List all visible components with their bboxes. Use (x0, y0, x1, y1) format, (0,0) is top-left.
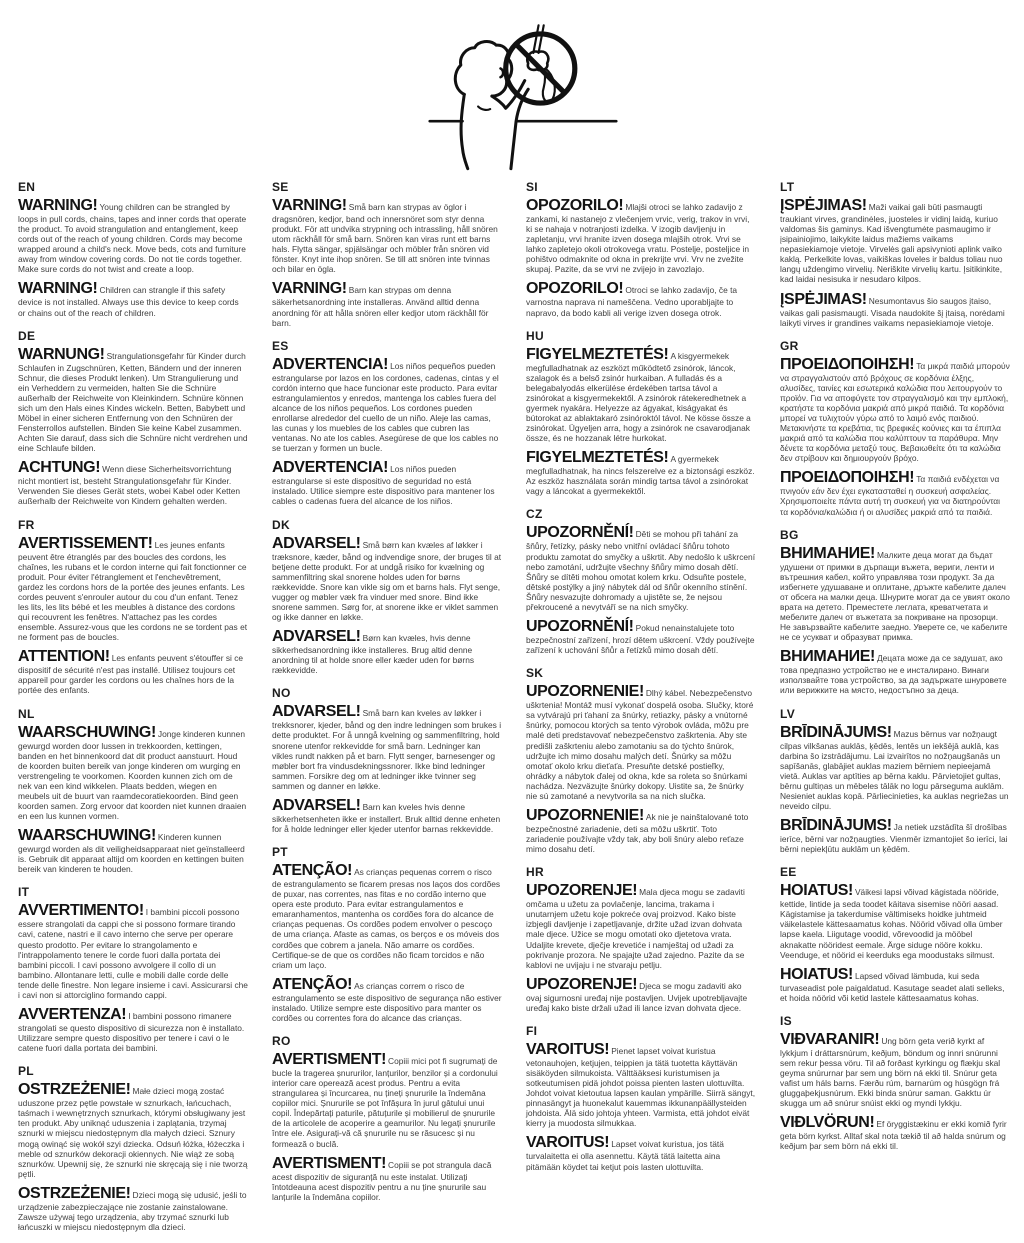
warning-paragraph-1 (526, 347, 756, 444)
warning-body-text: Young children can be strangled by loops in pull cords, chains, tapes and inner cords that operate the product. To avoid strangulation and entanglement, keep cords out of the reach of young children. Cords may become wrapped around a child's neck. Move beds, cots and furniture away from window covering cords. Do not tie cords together. Make sure cords do not twist and create a loop. (18, 202, 247, 275)
language-code-label: SE (272, 180, 289, 194)
language-code-label: DK (272, 517, 290, 532)
warning-heading: ADVARSEL! (272, 703, 361, 721)
warning-body-text: Children can strangle if this safety device is not installed. Always use this device to keep cords or chains out of the reach of children. (18, 285, 239, 318)
warning-heading: ATENÇÃO! (272, 862, 353, 880)
warning-paragraph-2 (272, 1156, 502, 1202)
warning-paragraph-2 (780, 292, 1010, 328)
warning-body-text: Copiii mici pot fi sugrumați de bucle la tragerea șnururilor, lanțurilor, benzilor și a cordonului interior care operează acest produs. Pentru a evita strangularea și încurcarea, nu țineți șnururile la îndemâna copiilor mici. Șnururile se pot înfășura în jurul gâtului unui copil. Îndepărtați paturile, pătuțurile și mobilierul de șnururile de la articolele de acoperire a geamurilor. Nu legați șnururile între ele. Asigurați-vă că șnururile nu se răsucesc și nu formează o buclă. (272, 1055, 498, 1149)
warning-body-text: Τα μικρά παιδιά μπορούν να στραγγαλιστούν από βρόχους σε κορδόνια έλξης, αλυσίδες, ταινίες και εσωτερικά καλώδια που λειτουργούν το προϊόν. Για να αποφύγετε τον στραγγαλισμό και την εμπλοκή, κρατήστε τα κορδόνια μακριά από μικρά παιδιά. Τα κορδόνια μπορεί να τυλιχτούν γύρω από το λαιμό ενός παιδιού. Μετακινήστε τα κρεβάτια, τις βρεφικές κούνιες και τα έπιπλα μακριά από τα καλώδια που καλύπτουν τα παράθυρα. Μην δένετε τα κορδόνια μεταξύ τους. Βεβαιωθείτε ότι τα καλώδια δεν στρίβουν και δημιουργούν βρόχο. (780, 360, 1010, 464)
warning-paragraph-1 (18, 347, 248, 454)
language-code-label: EE (780, 865, 797, 880)
warning-body-text: Små barn kan kveles av løkker i trekksnorer, kjeder, bånd og den indre ledningen som brukes i dette produktet. For å unngå kvelning og sammenfiltring, hold snorene utenfor rekkevidde for små barn. Ledninger kan vikles rundt nakken på et barn. Flytt senger, barnesenger og møbler bort fra vindusdekningssnorer. Ikke bind ledninger sammen. Forsikre deg om at ledninger ikke tvinner seg sammen og danner en løkke. (272, 708, 502, 791)
warning-heading: VAROITUS! (526, 1134, 610, 1152)
warning-heading: BRĪDINĀJUMS! (780, 817, 892, 835)
warning-body-text: Mlajši otroci se lahko zadavijo z zankami, ki nastanejo z vlečenjem vrvic, verig, trakov in vrvi, ki se nahaja v notranjosti izdelka. V izogib davljenju in zapletanju, vrvi hranite izven dosega mlajših otrok. Vrvi se lahko zapletejo okoli otrokovega vratu. Postelje, posteljice in pohištvo odmaknite od okna in prekrijte vrvi. Vrv ne zvežite skupaj. Pazite, da se vrvi ne zvijejo in zavozlajo. (526, 202, 750, 275)
language-code-label: IT (18, 885, 30, 900)
warning-paragraph-2 (526, 977, 756, 1013)
warning-body-text: Maži vaikai gali būti pasmaugti traukiant virves, grandinėles, juosteles ir vidinį laidą, kuriuo valdomas šis gaminys. Kad išvengtumėte pasmaugimo ir įsipainiojimo, laikykite laidus mažiems vaikams nepasiekiamoje vietoje. Virvelės gali apsivynioti aplink vaiko kaklą. Perkelkite lovas, vaikiškas loveles ir baldus toliau nuo langų uždengimo virvelių. Neriškite virvelių kartu. Įsitikinkite, kad laidai nesisuka ir nesudaro kilpos. (780, 202, 1003, 285)
warning-paragraph-1 (18, 536, 248, 643)
child-ear (501, 69, 504, 78)
warning-heading: FIGYELMEZTETÉS! (526, 345, 669, 363)
warning-heading: ΠΡΟΕΙΔΟΠΟΙΗΣΗ! (780, 469, 915, 487)
warning-paragraph-2 (18, 649, 248, 695)
language-code-label: DE (18, 328, 36, 343)
warning-paragraph-1 (780, 357, 1010, 464)
language-section (272, 845, 502, 1023)
language-section (526, 666, 756, 854)
warning-body-text: Lapsed võivad lämbuda, kui seda turvaseadist pole paigaldatud. Kasutage seadet alati selleks, et hoida nöörid või ketid lastele kättesaamatus kohas. (780, 970, 1005, 1003)
warning-body-text: Los niños pueden estrangularse si este dispositivo de seguridad no está instalado. Utilice siempre este dispositivo para mantener los cables o cadenas fuera del alcance de los niños. (272, 464, 495, 507)
language-section (272, 339, 502, 507)
warning-heading: ADVARSEL! (272, 628, 361, 646)
warning-paragraph-2 (272, 629, 502, 675)
warning-heading: ACHTUNG! (18, 459, 101, 477)
warning-paragraph-1 (780, 198, 1010, 285)
warning-body-text: Τα παιδιά ενδέχεται να πνιγούν εάν δεν έχει εγκατασταθεί η συσκευή ασφαλείας. Χρησιμοποιείτε πάντα αυτή τη συσκευή για να διατηρούνται τα κορδόνια/καλώδια ή οι αλυσίδες μακριά από τα παιδιά. (780, 474, 1000, 517)
language-section (526, 1024, 756, 1172)
warning-heading: VAROITUS! (526, 1040, 610, 1058)
language-code-label: EN (18, 180, 36, 194)
warning-heading: WAARSCHUWING! (18, 827, 156, 845)
language-code-label: ES (272, 338, 289, 353)
warning-body-text: Kinderen kunnen gewurgd worden als dit veiligheidsapparaat niet geïnstalleerd is. Gebruik dit apparaat altijd om koorden en kettingen buiten bereik van kinderen te houden. (18, 832, 245, 875)
language-section (780, 1014, 1010, 1152)
warning-heading: VARNING! (272, 280, 347, 298)
language-section (526, 180, 756, 318)
warning-paragraph-2 (526, 450, 756, 496)
language-section (526, 507, 756, 655)
warning-paragraph-1 (780, 883, 1010, 959)
warning-body-text: Wenn diese Sicherheitsvorrichtung nicht montiert ist, besteht Strangulationsgefahr für Kinder. Verwenden Sie dieses Gerät stets, wobei Kabel oder Ketten außerhalb der Reichweite von Kindern gehalten werden. (18, 464, 241, 507)
no-cord-grab-icon (428, 14, 618, 180)
warning-paragraph-2 (780, 1115, 1010, 1151)
warning-body-text: Copiii se pot strangula dacă acest dispozitiv de siguranță nu este instalat. Utilizați întotdeauna acest dispozitiv pentru a nu ține șnururile sau lanțurile la îndemâna copiilor. (272, 1159, 492, 1202)
warning-heading: UPOZORNĚNÍ! (526, 524, 634, 542)
warning-body-text: Nesumontavus šio saugos įtaiso, vaikas gali pasismaugti. Visada naudokite šį įtaisą, norėdami laikyti virves ir grandines vaikams nepasiekiamoje vietoje. (780, 295, 1005, 328)
warning-paragraph-2 (526, 619, 756, 655)
warning-body-text: Dlhý kábel. Nebezpečenstvo uškrtenia! Montáž musí vykonať dospelá osoba. Slučky, ktoré sa vytvárajú pri ťahaní za šnúrky, retiazky, pásky a vnútorné šnúrky, pomocou ktorých sa tento výrobok ovláda, môžu pre malé deti predstavovať nebezpečenstvo zaškrtenia. Aby ste predišli zaškrteniu alebo zamotaniu sa do týchto šnúrok, udržujte ich mimo dosahu malých detí. Šnúrky sa môžu omotať okolo krku dieťaťa. Presuňte detské postieľky, ohrádky a nábytok ďalej od okna, kde sa roleta so šnúrkami nachádza. Nezväzujte šnúrky dokopy. Uistite sa, že šnúrky nie sú zamotané a nevytvorila sa na nich slučka. (526, 688, 754, 801)
warning-paragraph-1 (780, 725, 1010, 812)
language-code-label: IS (780, 1013, 792, 1028)
warning-paragraph-1 (272, 357, 502, 454)
language-section (272, 1034, 502, 1202)
warning-heading: HOIATUS! (780, 882, 853, 900)
language-code-label: SK (526, 666, 544, 681)
language-code-label: CZ (526, 507, 543, 522)
warning-heading: VARNING! (272, 197, 347, 214)
warning-paragraph-1 (526, 1042, 756, 1129)
warning-heading: UPOZORENJE! (526, 975, 638, 993)
warning-body-text: Pokud nenainstalujete toto bezpečnostní zařízení, hrozí dětem uškrcení. Vždy používejte zařízení k uchování šňůr a řetízků mimo dosah dětí. (526, 623, 755, 656)
language-section (18, 1064, 248, 1232)
warning-heading: UPOZORNENIE! (526, 683, 644, 701)
warning-heading: WARNING! (18, 197, 98, 214)
warning-paragraph-1 (526, 198, 756, 274)
language-code-label: PT (272, 845, 288, 860)
warning-heading: AVVERTIMENTO! (18, 902, 144, 920)
warning-paragraph-2 (272, 460, 502, 506)
language-code-label: GR (780, 338, 799, 353)
warning-body-text: Børn kan kvæles, hvis denne sikkerhedsanordning ikke installeres. Brug altid denne anordning til at holde snore eller kæder uden for børns rækkevidde. (272, 633, 475, 676)
language-section (526, 329, 756, 497)
warning-heading: ADVARSEL! (272, 534, 361, 552)
warning-heading: VIÐLVÖRUN! (780, 1114, 875, 1132)
language-section (18, 885, 248, 1053)
language-code-label: FR (18, 517, 35, 532)
warning-heading: ADVARSEL! (272, 796, 361, 814)
language-code-label: HR (526, 865, 544, 880)
warning-paragraph-1 (272, 536, 502, 623)
warning-paragraph-2 (272, 281, 502, 327)
language-section (780, 707, 1010, 855)
warning-heading: OPOZORILO! (526, 280, 624, 298)
warning-paragraph-2 (18, 828, 248, 874)
warning-body-text: As crianças pequenas correm o risco de estrangulamento se ficarem presas nos laços dos cordões de puxar, nas correntes, nas fitas e no cordão interno que opera este produto. Para evitar estrangulamentos e emaranhamentos, mantenha os cordões fora do alcance de crianças pequenas. Os cordões podem envolver o pescoço de uma criança. Afaste as camas, os berços e os móveis dos cordões que cobrem a janela. Não amarre os cordões. Certifique-se de que os cordões não ficam torcidos e não criam um laço. (272, 867, 501, 970)
child-back (461, 94, 468, 168)
warning-paragraph-2 (780, 649, 1010, 695)
language-section (272, 518, 502, 676)
warning-body-text: Ef öryggistækinu er ekki komið fyrir geta börn kyrkst. Alltaf skal nota tækið til að halda snúrum og keðjum þar sem börn ná ekki til. (780, 1119, 1007, 1152)
warning-heading: WARNUNG! (18, 345, 105, 363)
language-section (18, 329, 248, 507)
language-code-label: RO (272, 1033, 291, 1048)
warning-heading: ADVERTENCIA! (272, 355, 389, 373)
language-section (780, 180, 1010, 328)
warning-body-text: A gyermekek megfulladhatnak, ha nincs felszerelve ez a biztonsági eszköz. Az eszköz használata során mindig tartsa távol a zsinórokat vagy a láncokat a gyermekektől. (526, 454, 755, 497)
warning-body-text: I bambini piccoli possono essere strangolati da cappi che si possono formare tirando cavi, catene, nastri e il cavo interno che serve per operare questo prodotto. Per evitare lo strangolamento e l'intrappolamento tenere le corde fuori dalla portata dei bambini piccoli. I cavi possono avvolgere il collo di un bambino. Allontanare letti, culle e mobili dalle corde delle tende delle finestre. Non legare insieme i cavi. Assicurarsi che i cavi non si attorciglino formando cappi. (18, 907, 248, 1000)
warning-heading: UPOZORENJE! (526, 882, 638, 900)
warning-body-text: Väikesi lapsi võivad kägistada nööride, kettide, lintide ja seda toodet käitava sisemise nööri aasad. Kägistamise ja takerdumise vältimiseks hoidke juhtmeid väikelastele kättesaamatus kohas. Nöörid võivad olla ümber lapse kaela. Liigutage voodid, võrevoodid ja mööbel aknakatte nööridest eemale. Ärge siduge nööre kokku. Veenduge, et nöörid ei keerduks ega moodustaks silmust. (780, 887, 1003, 960)
warning-paragraph-2 (780, 967, 1010, 1003)
warning-body-text: Små barn kan strypas av öglor i dragsnören, kedjor, band och innersnöret som styr denna produkt. För att undvika strypning och intrassling, håll snören utom räckhåll för små barn. Snören kan viras runt ett barns hals. Flytta sängar, spjälsängar och möbler från snören vid fönster. Knyt inte ihop snören. Se till att snören inte tvinnas och bilar en ögla. (272, 202, 498, 275)
language-code-label: FI (526, 1023, 538, 1038)
warning-heading: ADVERTENCIA! (272, 459, 389, 477)
warning-heading: OSTRZEŻENIE! (18, 1184, 131, 1202)
warning-paragraph-1 (272, 1052, 502, 1149)
language-code-label: HU (526, 328, 544, 343)
child-cord-strangulation-warning-illustration (428, 14, 618, 180)
warning-paragraph-2 (272, 798, 502, 834)
warning-heading: ВНИМАНИЕ! (780, 544, 875, 562)
warning-heading: WAARSCHUWING! (18, 723, 156, 741)
warning-paragraph-2 (526, 1135, 756, 1171)
warning-heading: ATENÇÃO! (272, 975, 353, 993)
warning-heading: BRĪDINĀJUMS! (780, 723, 892, 741)
language-section (780, 865, 1010, 1003)
language-code-label: SI (526, 180, 538, 194)
warning-paragraph-2 (18, 460, 248, 506)
column-3 (526, 180, 756, 1243)
language-code-label: BG (780, 527, 799, 542)
language-section (272, 686, 502, 834)
warning-heading: ВНИМАНИЕ! (780, 648, 875, 666)
warning-body-text: As crianças correm o risco de estrangulamento se este dispositivo de segurança não estiver instalado. Utilize sempre este dispositivo para manter os cordões ou correntes fora do alcance das crianças. (272, 980, 502, 1023)
cord-strand-1 (533, 25, 538, 53)
warning-paragraph-2 (18, 1007, 248, 1053)
warning-heading: UPOZORNENIE! (526, 806, 644, 824)
warning-paragraph-1 (526, 684, 756, 801)
warning-paragraph-2 (18, 1186, 248, 1232)
warning-body-text: Małe dzieci mogą zostać uduszone przez pętle powstałe w sznurkach, łańcuchach, taśmach i wewnętrznych sznurkach, którymi obsługiwany jest ten produkt. Aby uniknąć uduszenia i zaplątania, trzymaj sznurki w miejscu niedostępnym dla małych dzieci. Sznury mogą owinąć się wokół szyi dziecka. Odsuń łóżka, łóżeczka i meble od sznurków dekoracji okiennych. Nie wiąż ze sobą sznurków. Upewnij się, że sznurki nie skręcają się i nie tworzą pętli. (18, 1086, 248, 1179)
warning-heading: HOIATUS! (780, 965, 853, 983)
warning-paragraph-1 (18, 198, 248, 274)
warning-body-text: Los niños pequeños pueden estrangularse por lazos en los cordones, cadenas, cintas y el cordón interno que hace funcionar este producto. Para evitar estrangulamientos y enredos, mantenga los cables fuera del alcance de los niños pequeños. Los cordones pueden enrollarse alrededor del cuello de un niño. Aleje las camas, las cunas y los muebles de los cables que cubren las ventanas. No ate los cables. Asegúrese de que los cables no se tuerzan y formen un bucle. (272, 360, 499, 454)
language-code-label: PL (18, 1064, 34, 1079)
warning-body-text: Otroci se lahko zadavijo, če ta varnostna naprava ni nameščena. Vedno uporabljajte to napravo, da bodo kabli ali verige izven dosega otrok. (526, 285, 738, 318)
language-section (526, 865, 756, 1013)
warning-body-text: Les enfants peuvent s'étouffer si ce dispositif de sécurité n'est pas installé. Utilisez toujours cet appareil pour garder les cordons ou les chaînes hors de la portée des enfants. (18, 653, 244, 696)
warning-heading: ĮSPĖJIMAS! (780, 290, 867, 308)
warning-paragraph-2 (780, 818, 1010, 854)
warning-body-text: Pienet lapset voivat kuristua vetonauhojen, ketjujen, teippien ja tätä tuotetta käyttävän sisäköyden silmukoista. Välttääksesi kuristumisen ja sotkeutumisen pidä johdot poissa pienten lasten ulottuvilta. Johdot voivat kietoutua lapsen kaulan ympärille. Siirrä sängyt, pinnasängyt ja huonekalut kauemmas ikkunanpäällysteiden johdoista. Älä sido johtoja yhteen. Varmista, että johdot eivät kierry ja muodosta silmukkaa. (526, 1045, 756, 1129)
warning-body-text: Ung börn geta verið kyrkt af lykkjum í dráttarsnúrum, keðjum, böndum og innri snúrunni sem rekur þessa vöru. Til að forðast kyrkingu og flækju skal geyma snúrurnar þar sem ung börn ná ekki til. Snúrur geta vafist um háls barns. Færðu rúm, barnarúm og húsgögn frá gluggaþekjusnúrum. Ekki binda snúrur saman. Gakktu úr skugga um að snúrur snúist ekki og myndi lykkju. (780, 1035, 1001, 1109)
warning-body-text: Dzieci mogą się udusić, jeśli to urządzenie zabezpieczające nie zostanie zainstalowane. Zawsze używaj tego urządzenia, aby trzymać sznurki lub łańcuszki w miejscu niedostępnym dla dzieci. (18, 1189, 247, 1232)
warning-heading: ĮSPĖJIMAS! (780, 197, 867, 214)
warning-paragraph-2 (18, 281, 248, 317)
warning-body-text: Små børn kan kvæles af løkker i træksnore, kæder, bånd og indvendige snore, der bruges til at betjene dette produkt. For at undgå risiko for kvælning og sammenfiltring skal snorene holdes uden for børns rækkevidde. Snore kan vikle sig om et barns hals. Flyt senge, vugger og møbler væk fra vinduer med snore. Bind ikke snorene sammen. Sørg for, at snorene ikke er viklet sammen og ikke danner en løkke. (272, 539, 502, 623)
warning-paragraph-1 (780, 546, 1010, 643)
language-section (780, 339, 1010, 517)
warning-body-text: Barn kan kveles hvis denne sikkerhetsenheten ikke er installert. Bruk alltid denne enheten for å holde ledninger eller kjeder utenfor barnas rekkevidde. (272, 801, 501, 834)
warning-heading: OSTRZEŻENIE! (18, 1081, 131, 1099)
warning-paragraph-1 (18, 1082, 248, 1179)
warning-heading: ΠΡΟΕΙΔΟΠΟΙΗΣΗ! (780, 355, 915, 373)
warning-paragraph-1 (780, 1032, 1010, 1108)
warning-heading: AVVERTENZA! (18, 1005, 127, 1023)
warning-heading: UPOZORNĚNÍ! (526, 618, 634, 636)
warning-body-text: Djeca se mogu zadaviti ako ovaj sigurnosni uređaj nije postavljen. Uvijek upotrebljavajte uređaj kako biste držali užad ili lance izvan dohvata djece. (526, 980, 748, 1013)
warning-paragraph-2 (780, 470, 1010, 516)
warning-body-text: Ja netiek uzstādīta šī drošības ierīce, bērni var nožņaugties. Vienmēr izmantojiet šo ierīci, lai bērni nepiekļūtu auklām un ķēdēm. (780, 822, 1008, 855)
warning-body-text: Strangulationsgefahr für Kinder durch Schlaufen in Zugschnüren, Ketten, Bändern und der inneren Schnur, die dieses Produkt lenken). Um Strangulierung und ein Verheddern zu vermeiden, halten Sie die Schnüre außerhalb der Reichweite von Kleinkindern. Schnüre können sich um den Hals eines Kindes wickeln. Betten, Babybett und Möbel in einer sicheren Entfernung von den Schnüren der Fensterrollos aufstellen. Binden Sie keine Kabel zusammen. Achten Sie darauf, dass sich die Schnüre nicht verdrehen und eine Schlaufe bilden. (18, 350, 248, 454)
warning-body-text: Barn kan strypas om denna säkerhetsanordning inte installeras. Använd alltid denna anordning för att hålla snören eller kedjor utom räckhåll för barn. (272, 285, 489, 328)
warning-paragraph-2 (272, 977, 502, 1023)
warning-body-text: Jonge kinderen kunnen gewurgd worden door lussen in trekkoorden, kettingen, banden en het binnenkoord dat dit product aanstuurt. Houd de koorden buiten bereik van jonge kinderen om wurging en verstrengeling te voorkomen. Koorden kunnen zich om de nek van een kind wikkelen. Plaats bedden, wiegen en meubels uit de buurt van raamdecoratiekoorden. Bind geen koorden samen. Zorg ervoor dat koorden niet kunnen draaien en een lus kunnen vormen. (18, 728, 247, 822)
warning-heading: ATTENTION! (18, 648, 110, 666)
language-columns (18, 180, 1010, 1243)
warning-body-text: Lapset voivat kuristua, jos tätä turvalaitetta ei olla asennettu. Käytä tätä laitetta aina pitämään köydet tai ketjut pois lasten ulottuvilta. (526, 1139, 724, 1172)
warning-heading: FIGYELMEZTETÉS! (526, 449, 669, 467)
warning-body-text: Děti se mohou při tahání za šňůry, řetízky, pásky nebo vnitřní ovládací šňůru tohoto produktu zamotat do smyčky a uškrtit. Aby nedošlo k uškrcení nebo zamotání, udržujte všechny šňůry mimo dosah dětí. Šňůry se dítěti mohou omotat kolem krku. Odsuňte postele, dětské postýlky a jiný nábytek dál od šňůr okenního stínění. Šňůry nesvazujte dohromady a ujistěte se, že nejsou překroucené a nevytváří se na nich smyčky. (526, 529, 756, 612)
language-section (272, 180, 502, 328)
language-code-label: LT (780, 180, 795, 194)
warning-paragraph-1 (18, 903, 248, 1000)
warning-body-text: I bambini possono rimanere strangolati se questo dispositivo di sicurezza non è installato. Utilizzare sempre questo dispositivo per tenere i cavi o le catene fuori dalla portata dei bambini. (18, 1010, 245, 1054)
language-section (18, 180, 248, 318)
warning-heading: VIÐVARANIR! (780, 1030, 880, 1048)
warning-heading: AVERTISMENT! (272, 1050, 387, 1068)
warning-paragraph-2 (526, 281, 756, 317)
warning-body-text: Mazus bērnus var nožņaugt cilpas vilkšanas auklās, ķēdēs, lentēs un iekšējā auklā, kas darbina šo izstrādājumu. Lai izvairītos no nožņaugšanās un sapīšanās, glabājiet auklas maziem bērniem nepieejamā vietā. Auklas var aptīties ap bērna kaklu. Pārvietojiet gultas, bērnu gultiņas un mēbeles tālāk no logu pārseguma auklām. Nesieniet auklas kopā. Pārliecinieties, ka auklas negriežas un neveido cilpu. (780, 728, 1009, 811)
warning-paragraph-1 (272, 863, 502, 970)
language-code-label: LV (780, 706, 796, 721)
cord-strand-2 (539, 25, 544, 53)
column-2 (272, 180, 502, 1243)
warning-paragraph-1 (272, 704, 502, 791)
language-code-label: NL (18, 706, 35, 721)
warning-body-text: Les jeunes enfants peuvent être étranglés par des boucles des cordons, les chaînes, les rubans et le cordon interne qui fait fonctionner ce produit. Pour éviter l'étranglement et l'enchevêtrement, gardez les cordons hors de la portée des jeunes enfants. Les cordes peuvent s'enrouler autour du cou d'un enfant. Tenez les lits, les lits bébé et les meubles à distance des cordons qui recouvrent les fenêtres. N'attachez pas les cordes ensemble. Assurez-vous que les cordons ne se tordent pas et ne forment pas de boucles. (18, 539, 248, 643)
warning-paragraph-1 (18, 725, 248, 822)
warning-heading: OPOZORILO! (526, 197, 624, 214)
warning-heading: AVERTISMENT! (272, 1154, 387, 1172)
language-code-label: NO (272, 686, 291, 701)
child-arm-crease (478, 107, 490, 110)
warning-paragraph-1 (526, 525, 756, 612)
warning-body-text: Mala djeca mogu se zadaviti omčama u užetu za povlačenje, lancima, trakama i unutarnjem užetu koje pokreće ovaj proizvod. Kako biste izbjegli davljenje i zapetljavanje, držite užad izvan dohvata male djece. Užice se mogu omotati oko djetetova vrata. Udaljite krevete, dječje krevetiće i namještaj od užadi za pokrivanje prozora. Ne spajajte užad zajedno. Pazite da se kablovi ne uvijaju i ne stvaraju petlju. (526, 887, 745, 970)
language-section (18, 707, 248, 875)
warning-body-text: A kisgyermekek megfulladhatnak az eszközt működtető zsinórok, láncok, szalagok és a belső zsinór hurkaiban. A fulladás és a belegabalyodás elkerülése érdekében tartsa távol a zsinórokat a kisgyermekektől. A zsinórok rátekeredhetnek a gyermek nyakára. Helyezze az ágyakat, kiságyakat és bútorokat az ablaktakaró zsinóroktól távol. Ne kösse össze a zsinórokat. Ügyeljen arra, hogy a zsinórok ne csavarodjanak össze, és ne hozzanak létre hurkokat. (526, 350, 751, 444)
warning-heading: WARNING! (18, 280, 98, 298)
warning-heading: AVERTISSEMENT! (18, 534, 153, 552)
warning-body-text: Ak nie je nainštalované toto bezpečnostné zariadenie, deti sa môžu uškrtiť. Toto zariadenie používajte vždy tak, aby boli šnúry alebo reťaze mimo dosahu detí. (526, 811, 749, 855)
language-section (780, 528, 1010, 696)
warning-paragraph-1 (526, 883, 756, 970)
warning-body-text: Децата може да се задушат, ако това предпазно устройство не е инсталирано. Винаги използвайте това устройство, за да задържате шнуровете или верижките на място, недостъпно за деца. (780, 653, 1007, 696)
language-section (18, 518, 248, 696)
column-4 (780, 180, 1010, 1243)
warning-paragraph-2 (526, 808, 756, 854)
column-1 (18, 180, 248, 1243)
warning-paragraph-1 (272, 198, 502, 274)
warning-body-text: Малките деца могат да бъдат удушени от примки в дърпащи въжета, вериги, ленти и вътрешния кабел, който управлява този продукт. За да избегнете удушаване и оплитане, дръжте кабелите далеч от обсега на малки деца. Шнурите могат да се увият около врата на детето. Преместете леглата, креватчетата и мебелите далеч от въжетата за покриване на прозорци. Не завързвайте кабелите заедно. Уверете се, че кабелите не се усукват и образуват примка. (780, 549, 1010, 643)
